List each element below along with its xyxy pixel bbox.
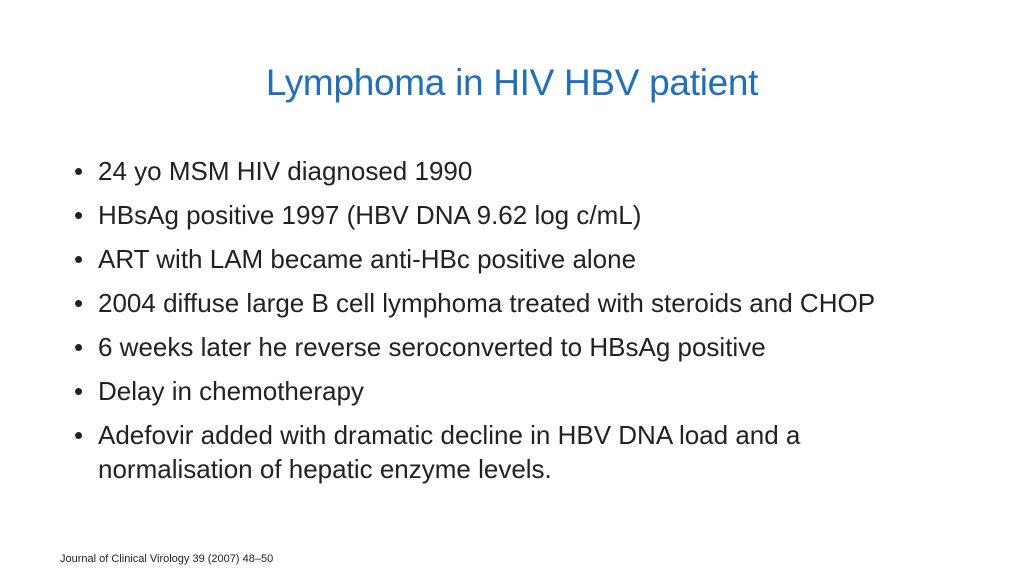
bullet-text: 6 weeks later he reverse seroconverted to HBsAg positive bbox=[98, 332, 766, 362]
bullet-icon: • bbox=[74, 376, 84, 406]
bullet-icon: • bbox=[74, 244, 84, 274]
bullet-text: HBsAg positive 1997 (HBV DNA 9.62 log c/mL) bbox=[98, 200, 642, 230]
bullet-text: Adefovir added with dramatic decline in HBV DNA load and a normalisation of hepatic enzyme levels. bbox=[98, 420, 801, 484]
bullet-list bbox=[74, 154, 894, 496]
bullet-icon: • bbox=[74, 200, 84, 230]
bullet-text: 2004 diffuse large B cell lymphoma treated with steroids and CHOP bbox=[98, 288, 876, 318]
bullet-item bbox=[74, 330, 894, 364]
slide-title: Lymphoma in HIV HBV patient bbox=[265, 62, 759, 103]
citation-footer: Journal of Clinical Virology 39 (2007) 48–50 bbox=[60, 553, 274, 565]
bullet-text: Delay in chemotherapy bbox=[98, 376, 364, 406]
bullet-icon: • bbox=[74, 156, 84, 186]
bullet-icon: • bbox=[74, 288, 84, 318]
bullet-item bbox=[74, 286, 894, 320]
bullet-item bbox=[74, 198, 894, 232]
bullet-text: 24 yo MSM HIV diagnosed 1990 bbox=[98, 156, 473, 186]
bullet-item bbox=[74, 374, 894, 408]
bullet-item bbox=[74, 154, 894, 188]
bullet-item bbox=[74, 242, 894, 276]
bullet-text: ART with LAM became anti-HBc positive alone bbox=[98, 244, 637, 274]
bullet-icon: • bbox=[74, 332, 84, 362]
bullet-icon: • bbox=[74, 420, 84, 450]
bullet-item bbox=[74, 418, 894, 486]
